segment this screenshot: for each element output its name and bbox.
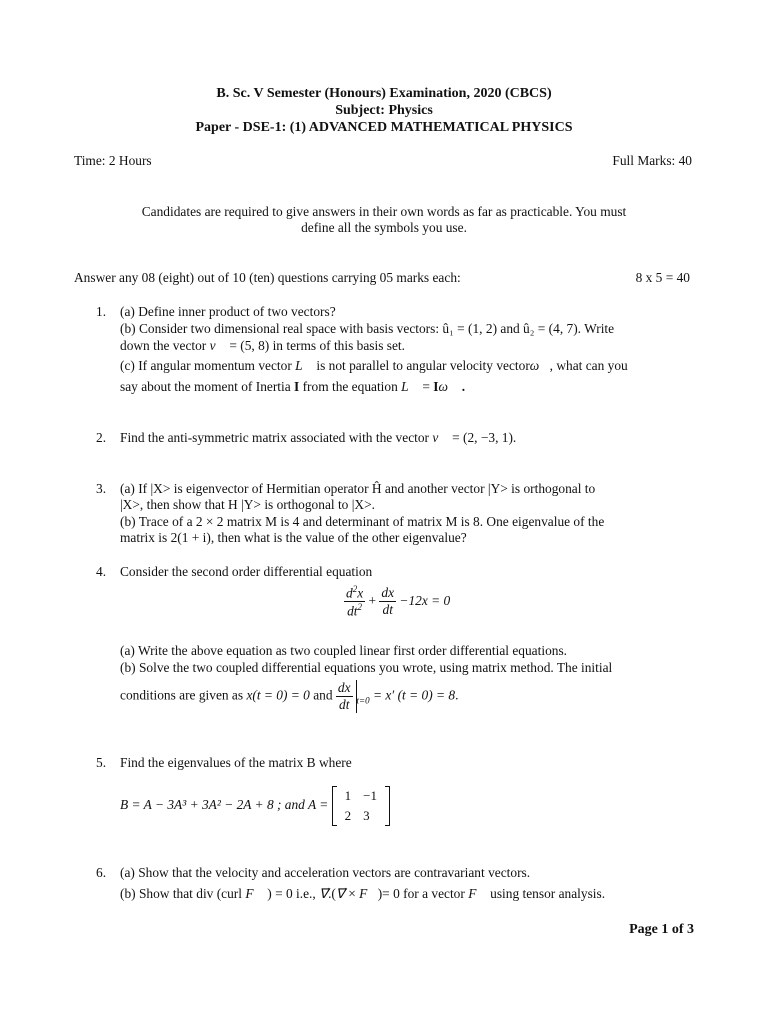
q4-part-a: (a) Write the above equation as two coupled linear first order differential equations.	[120, 643, 568, 658]
matrix-equation: B = A − 3A³ + 3A² − 2A + 8 ; and A = 1 −1 2 3	[120, 786, 390, 826]
vector-L-symbol: L⃗	[295, 358, 313, 373]
vector-v-symbol: v⃗	[432, 430, 449, 445]
vector-omega-symbol: ω⃗	[529, 358, 550, 373]
q1-part-b-line1: (b) Consider two dimensional real space with basis vectors: û₁ = (1, 2) and û₂ = (4, 7). Write	[120, 321, 615, 336]
differential-equation: $\frac{d^2x}{dt^2}$ + $\frac{dx}{dt}$ −12x = 0	[346, 584, 451, 619]
dx-dt-at-zero: $\frac{dx}{dt}$	[336, 680, 357, 713]
matrix-cell: 1	[344, 788, 352, 803]
question-4-number: 4.	[96, 564, 107, 579]
time-label: Time: 2 Hours	[74, 153, 152, 168]
equation-L-I-omega: L⃗ = Iω⃗ .	[401, 379, 466, 394]
section-marks: 8 x 5 = 40	[635, 270, 690, 285]
q6-part-b: (b) Show that div (curl F⃗ ) = 0 i.e., ∇⃗.(∇⃗ × F⃗)= 0 for a vector F⃗ using tensor analysis.	[120, 886, 606, 901]
question-6-number: 6.	[96, 865, 107, 880]
vector-v-symbol: v⃗	[209, 338, 226, 353]
q1-part-c-line2: say about the moment of Inertia I from the equation L⃗ = Iω⃗ .	[120, 379, 466, 394]
q1-part-a: (a) Define inner product of two vectors?	[120, 304, 336, 319]
q5-intro: Find the eigenvalues of the matrix B where	[120, 755, 352, 770]
section-instruction: Answer any 08 (eight) out of 10 (ten) questions carrying 05 marks each:	[74, 270, 461, 285]
q4-part-b-line1: (b) Solve the two coupled differential equations you wrote, using matrix method. The initial	[120, 660, 613, 675]
question-5-number: 5.	[96, 755, 107, 770]
matrix-cell: 3	[363, 808, 370, 823]
q1-part-b-line2: down the vector v⃗ = (5, 8) in terms of this basis set.	[120, 338, 405, 353]
q2-text: Find the anti-symmetric matrix associated with the vector v⃗ = (2, −3, 1).	[120, 430, 517, 445]
matrix-cell: −1	[363, 788, 378, 803]
matrix-cell: 2	[344, 808, 352, 823]
question-3-number: 3.	[96, 481, 107, 496]
question-2-number: 2.	[96, 430, 107, 445]
q3-part-a-line2: |X>, then show that H |Y> is orthogonal to |X>.	[120, 497, 375, 512]
instructions-line-1: Candidates are required to give answers in their own words as far as practicable. You must	[141, 204, 627, 219]
full-marks-label: Full Marks: 40	[612, 153, 692, 168]
div-curl-expression: ∇⃗.(∇⃗ × F⃗)	[319, 886, 383, 901]
matrix-A	[332, 786, 390, 826]
d2x-dt2-fraction: $\frac{d^2x}{dt^2}$	[346, 584, 364, 619]
instructions-line-2: define all the symbols you use.	[301, 220, 467, 235]
q1-part-c-line1: (c) If angular momentum vector L⃗ is not parallel to angular velocity vectorω⃗, what can you	[120, 358, 628, 373]
paper-line: Paper - DSE-1: (1) ADVANCED MATHEMATICAL PHYSICS	[195, 120, 573, 135]
q3-part-b-line1: (b) Trace of a 2 × 2 matrix M is 4 and determinant of matrix M is 8. One eigenvalue of the	[120, 514, 605, 529]
page-number: Page 1 of 3	[629, 922, 694, 937]
q4-intro: Consider the second order differential equation	[120, 564, 373, 579]
q3-part-a-line1: (a) If |X> is eigenvector of Hermitian operator Ĥ and another vector |Y> is orthogonal to	[120, 481, 596, 496]
q6-part-a: (a) Show that the velocity and acceleration vectors are contravariant vectors.	[120, 865, 531, 880]
q3-part-b-line2: matrix is 2(1 + i), then what is the value of the other eigenvalue?	[120, 530, 467, 545]
vector-F-symbol: F⃗	[468, 886, 487, 901]
exam-title: B. Sc. V Semester (Honours) Examination, 2020 (CBCS)	[216, 86, 552, 101]
question-1-number: 1.	[96, 304, 107, 319]
q4-part-b-line2: conditions are given as x(t = 0) = 0 and $\frac{dx}{dt}$ $_{t=0}$ = x′ (t = 0) = 8.	[120, 680, 459, 712]
subject-line: Subject: Physics	[335, 103, 433, 118]
vector-F-symbol: F⃗	[245, 886, 264, 901]
dx-dt-fraction: $\frac{dx}{dt}$	[381, 585, 395, 618]
